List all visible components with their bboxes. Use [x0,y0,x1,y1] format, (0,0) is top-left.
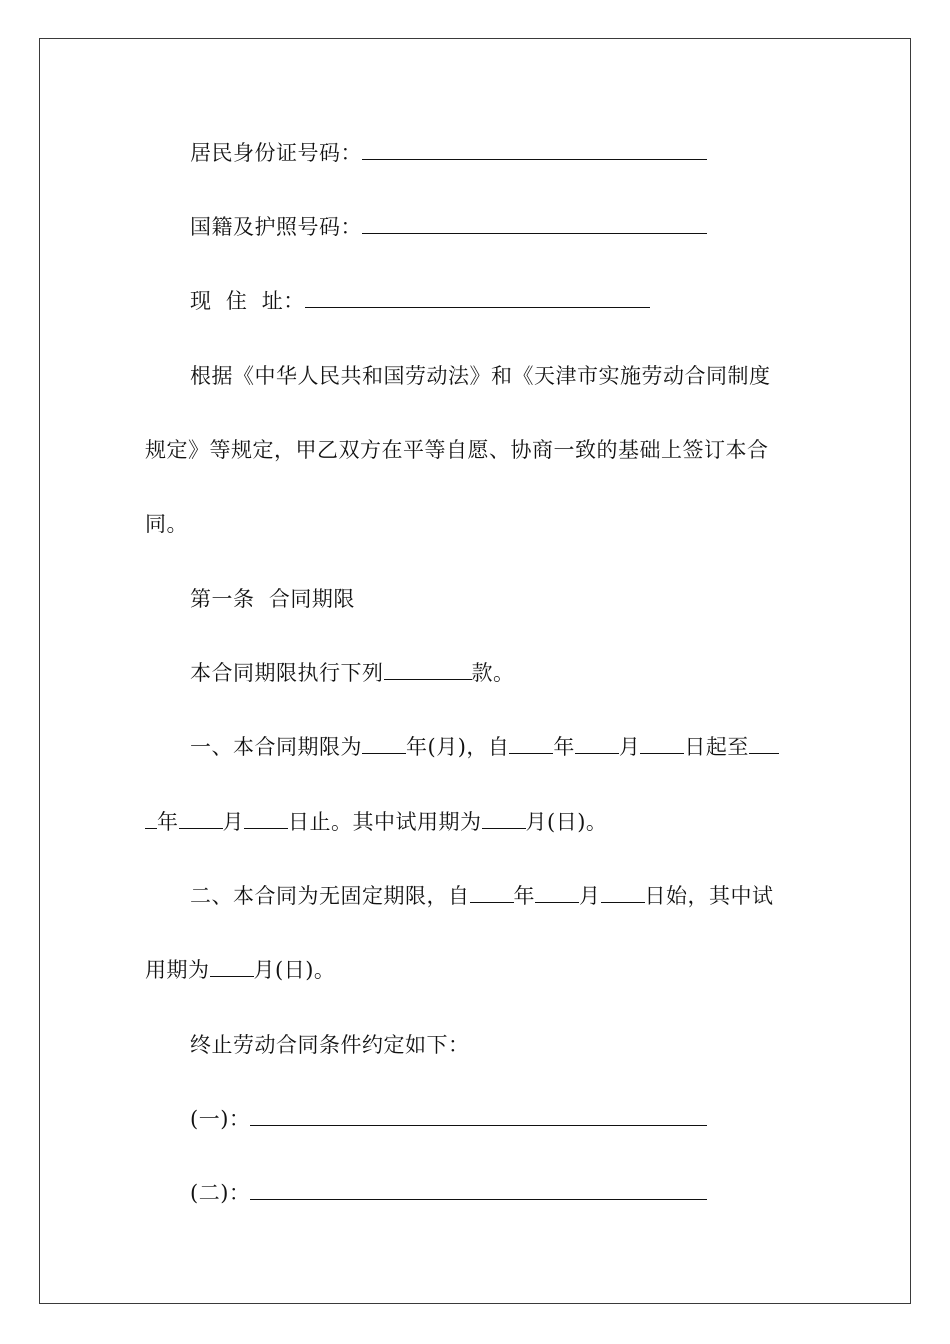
end-year-blank-a[interactable] [749,733,779,754]
item-1-label: (一)： [190,1107,251,1131]
open-term-text: 二、本合同为无固定期限，自 [190,884,470,908]
article-1-heading: 第一条 合同期限 [190,587,355,611]
start-day-blank[interactable] [640,733,684,754]
address-field [190,287,650,315]
term-intro-suffix: 款。 [471,661,515,685]
passport-blank[interactable] [362,213,707,234]
probation-unit: 月(日)。 [525,810,608,834]
year-label: 年 [553,735,575,759]
fixed-term-line-2 [145,808,607,836]
year-label: 年 [157,810,179,834]
term-choice-blank[interactable] [384,659,472,680]
id-number-blank[interactable] [362,139,707,160]
item-2-blank[interactable] [250,1179,707,1200]
end-month-blank[interactable] [179,808,223,829]
termination-item-1 [190,1105,707,1133]
end-day-blank[interactable] [244,808,288,829]
basis-paragraph-line-3: 同。 [145,512,188,536]
basis-paragraph-line-1: 根据《中华人民共和国劳动法》和《天津市实施劳动合同制度 [190,364,771,388]
id-number-label: 居民身份证号码： [190,141,362,165]
address-blank[interactable] [305,287,650,308]
address-label: 现 住 址： [190,289,305,313]
month-label: 月 [579,884,601,908]
probation-unit: 月(日)。 [253,958,336,982]
passport-label: 国籍及护照号码： [190,215,362,239]
end-year-blank-b[interactable] [145,808,157,829]
day-until-label: 日起至 [684,735,749,759]
start-month-blank[interactable] [575,733,619,754]
item-2-label: (二)： [190,1181,251,1205]
open-probation-blank[interactable] [210,956,254,977]
termination-item-2 [190,1179,707,1207]
basis-paragraph-line-2: 规定》等规定，甲乙双方在平等自愿、协商一致的基础上签订本合 [145,438,769,462]
fixed-term-from: 年(月)，自 [406,735,510,759]
month-label: 月 [222,810,244,834]
passport-field [190,213,707,241]
term-intro [190,659,515,687]
start-year-blank[interactable] [509,733,553,754]
id-number-field [190,139,707,167]
probation-text: 用期为 [145,958,210,982]
fixed-term-text: 一、本合同期限为 [190,735,362,759]
open-term-line-1 [190,882,774,910]
item-1-blank[interactable] [250,1105,707,1126]
open-term-line-2 [145,956,335,984]
fixed-years-blank[interactable] [362,733,406,754]
open-year-blank[interactable] [470,882,514,903]
open-month-blank[interactable] [535,882,579,903]
termination-heading: 终止劳动合同条件约定如下： [190,1033,470,1057]
fixed-term-line-1 [190,733,779,761]
probation-blank[interactable] [482,808,526,829]
open-day-blank[interactable] [601,882,645,903]
open-term-probation: 日始，其中试 [644,884,774,908]
month-label: 月 [618,735,641,759]
year-label: 年 [513,884,535,908]
probation-text: 日止。其中试用期为 [288,810,482,834]
term-intro-text: 本合同期限执行下列 [190,661,384,685]
